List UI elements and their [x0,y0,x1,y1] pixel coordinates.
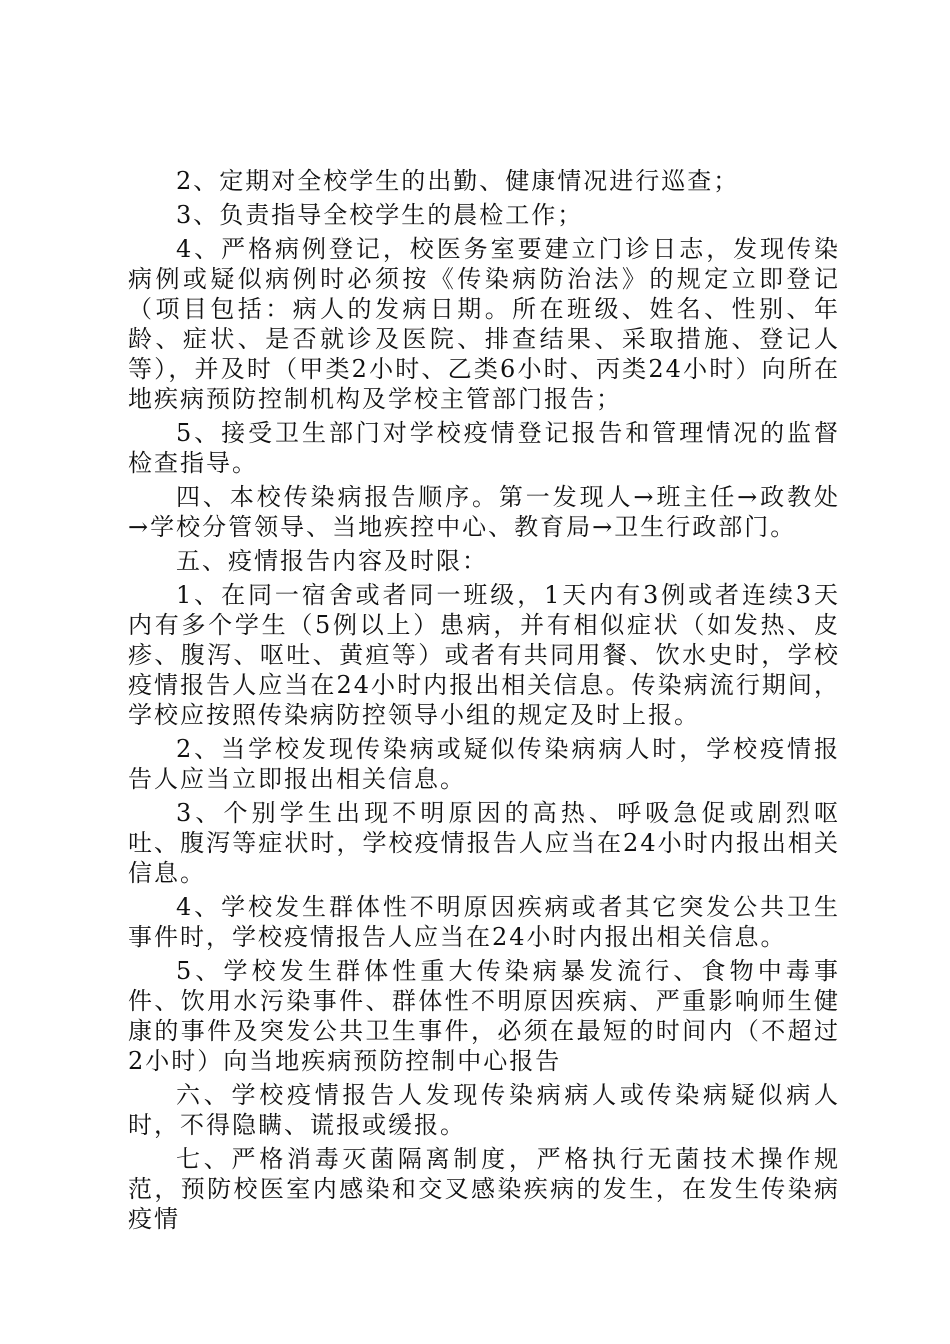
paragraph-item-3: 3、负责指导全校学生的晨检工作； [176,201,584,229]
section-seven: 七、严格消毒灭菌隔离制度，严格执行无菌技术操作规范，预防校医室内感染和交叉感染疾病的发生，在发生传染病疫情 [128,1145,840,1233]
section-four: 四、本校传染病报告顺序。第一发现人→班主任→政教处→学校分管领导、当地疾控中心、教育局→卫生行政部门。 [128,483,840,541]
paragraph-item-5: 5、接受卫生部门对学校疫情登记报告和管理情况的监督检查指导。 [128,419,840,477]
section-five-heading: 五、疫情报告内容及时限： [176,547,488,575]
document-body [128,166,840,1238]
section-five-item-1: 1、在同一宿舍或者同一班级，1天内有3例或者连续3天内有多个学生（5例以上）患病，并有相似症状（如发热、皮疹、腹泻、呕吐、黄疸等）或者有共同用餐、饮水史时，学校疫情报告人应当在24小时内报出相关信息。传染病流行期间，学校应按照传染病防控领导小组的规定及时上报。 [128,581,840,729]
paragraph-item-2: 2、定期对全校学生的出勤、健康情况进行巡查； [176,167,740,195]
section-five-item-3: 3、个别学生出现不明原因的高热、呼吸急促或剧烈呕吐、腹泻等症状时，学校疫情报告人应当在24小时内报出相关信息。 [128,799,840,887]
paragraph-item-4: 4、严格病例登记，校医务室要建立门诊日志，发现传染病例或疑似病例时必须按《传染病防治法》的规定立即登记（项目包括：病人的发病日期。所在班级、姓名、性别、年龄、症状、是否就诊及医院、排查结果、采取措施、登记人等），并及时（甲类2小时、乙类6小时、丙类24小时）向所在地疾病预防控制机构及学校主管部门报告； [128,235,840,413]
section-five-item-5: 5、学校发生群体性重大传染病暴发流行、食物中毒事件、饮用水污染事件、群体性不明原因疾病、严重影响师生健康的事件及突发公共卫生事件，必须在最短的时间内（不超过2小时）向当地疾病预防控制中心报告 [128,957,840,1075]
section-five-item-2: 2、当学校发现传染病或疑似传染病病人时，学校疫情报告人应当立即报出相关信息。 [128,735,840,793]
section-five-item-4: 4、学校发生群体性不明原因疾病或者其它突发公共卫生事件时，学校疫情报告人应当在24小时内报出相关信息。 [128,893,840,951]
section-six: 六、学校疫情报告人发现传染病病人或传染病疑似病人时，不得隐瞒、谎报或缓报。 [128,1081,840,1139]
